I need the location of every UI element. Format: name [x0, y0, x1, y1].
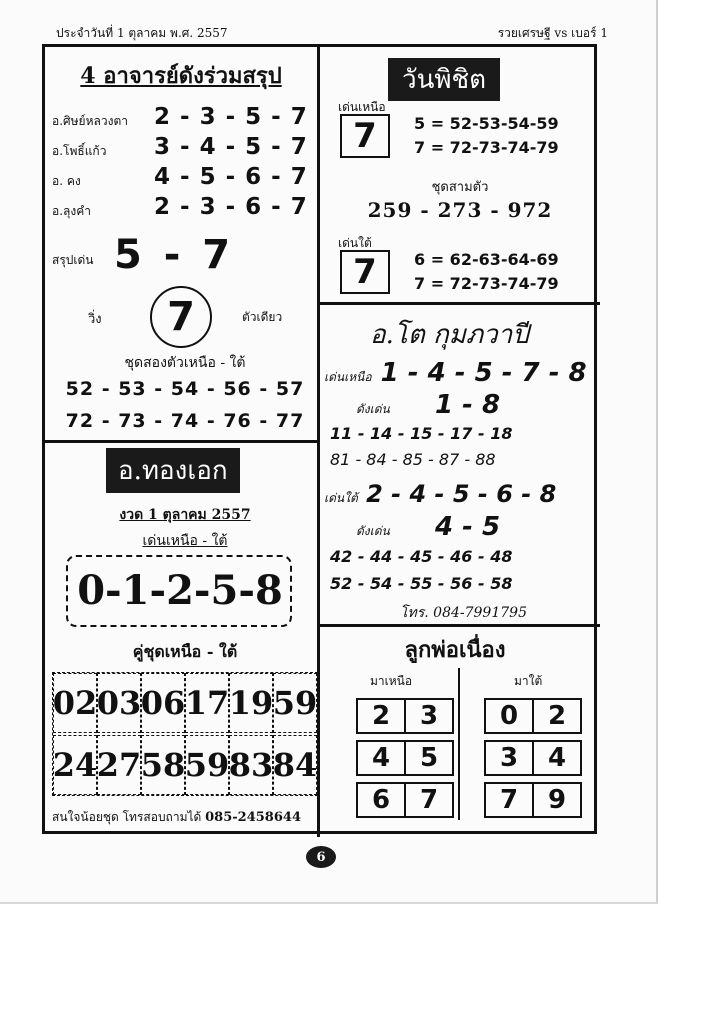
north-hot-line [356, 390, 500, 420]
north-hot-numbers: 1 - 8 [435, 390, 501, 420]
master-numbers: 3 - 4 - 5 - 7 [154, 134, 308, 160]
left-divider [42, 440, 320, 443]
pair-cell: 24 [53, 735, 97, 795]
pair-grid [52, 672, 318, 796]
north-number-row: 11 - 14 - 15 - 17 - 18 [330, 424, 513, 443]
pair-cell: 02 [53, 673, 97, 733]
south-hot-numbers: 4 - 5 [435, 512, 501, 542]
south-number-row: 52 - 54 - 55 - 56 - 58 [330, 574, 513, 593]
south-digit-cell: 3 [484, 740, 534, 776]
north-digit-cell: 5 [404, 740, 454, 776]
thong-ek-badge: อ.ทองเอก [106, 448, 240, 493]
north-lead-line [324, 358, 587, 388]
south-digit-cell: 0 [484, 698, 534, 734]
right-divider-bottom [317, 624, 600, 627]
master-name: อ.โพธิ์แก้ว [52, 144, 107, 158]
draw-date: งวด 1 ตุลาคม 2557 [119, 507, 251, 523]
pair-cell: 27 [97, 735, 141, 795]
pair-cell: 59 [185, 735, 229, 795]
north-digit-cell: 7 [404, 782, 454, 818]
south-number-row: 6 = 62-63-64-69 [414, 250, 559, 269]
four-masters-title: 4 อาจารย์ดังร่วมสรุป [80, 63, 282, 89]
pair-cell: 06 [141, 673, 185, 733]
lead-sequence: 0-1-2-5-8 [77, 567, 283, 614]
master-numbers: 2 - 3 - 6 - 7 [154, 194, 308, 220]
north-hot-label: ดังเด่น [356, 402, 390, 416]
pair-cell: 17 [185, 673, 229, 733]
lead-south-label: เด่นใต้ [338, 236, 372, 250]
page-number: 6 [306, 846, 336, 868]
pair-cell: 59 [273, 673, 317, 733]
three-digit-title: ชุดสามตัว [431, 180, 489, 195]
pair-cell: 03 [97, 673, 141, 733]
north-lead-label: เด่นเหนือ [324, 370, 372, 384]
run-number-circle: 7 [150, 286, 212, 348]
master-numbers: 4 - 5 - 6 - 7 [154, 164, 308, 190]
right-divider-top [317, 302, 600, 305]
pair-cell: 58 [141, 735, 185, 795]
north-number-row: 81 - 84 - 85 - 87 - 88 [330, 450, 496, 469]
pair-cell: 83 [229, 735, 273, 795]
north-lead-numbers: 1 - 4 - 5 - 7 - 8 [380, 358, 587, 388]
lead-north-box: 7 [340, 114, 390, 158]
pair-cell: 84 [273, 735, 317, 795]
wan-phichit-badge: วันพิชิต [388, 58, 500, 101]
footer-text: สนใจน้อยชุด โทรสอบถามได้ [52, 810, 202, 824]
south-digit-cell: 7 [484, 782, 534, 818]
pair-cell: 19 [229, 673, 273, 733]
summary-numbers: 5 - 7 [114, 232, 235, 278]
south-hot-line [356, 512, 500, 542]
pairs-row: 72 - 73 - 74 - 76 - 77 [65, 410, 305, 432]
footer-note [52, 808, 318, 827]
south-digit-cell: 2 [532, 698, 582, 734]
south-number-row: 7 = 72-73-74-79 [414, 274, 559, 293]
south-lead-numbers: 2 - 4 - 5 - 6 - 8 [366, 480, 557, 508]
south-hot-label: ดังเด่น [356, 524, 390, 538]
single-label: ตัวเดียว [242, 310, 283, 324]
magazine-name: รวยเศรษฐี vs เบอร์ 1 [497, 26, 608, 40]
lead-south-box: 7 [340, 250, 390, 294]
pair-set-title: คู่ชุดเหนือ - ใต้ [132, 642, 238, 661]
pairs-title: ชุดสองตัวเหนือ - ใต้ [124, 355, 246, 371]
north-label: มาเหนือ [370, 674, 413, 688]
master-name: อ.ศิษย์หลวงตา [52, 114, 128, 128]
to-kumphawapi-title: อ.โต กุมภวาปี [370, 320, 529, 350]
summary-label: สรุปเด่น [52, 253, 94, 267]
run-label: วิ่ง [88, 312, 102, 327]
north-digit-cell: 2 [356, 698, 406, 734]
luk-pho-nueang-title: ลูกพ่อเนื่อง [404, 637, 506, 663]
north-digit-cell: 4 [356, 740, 406, 776]
footer-phone: 085-2458644 [205, 810, 301, 825]
south-label: มาใต้ [514, 674, 543, 688]
north-number-row: 5 = 52-53-54-59 [414, 114, 559, 133]
phone-number: โทร. 084-7991795 [400, 605, 527, 621]
three-digit-numbers: 259 - 273 - 972 [367, 198, 553, 222]
pairs-row: 52 - 53 - 54 - 56 - 57 [65, 378, 305, 400]
south-lead-label: เด่นใต้ [324, 491, 358, 505]
master-name: อ. คง [52, 174, 81, 188]
south-number-row: 42 - 44 - 45 - 46 - 48 [330, 547, 513, 566]
lead-north-label: เด่นเหนือ [338, 100, 386, 114]
north-digit-cell: 3 [404, 698, 454, 734]
lead-north-south-label: เด่นเหนือ - ใต้ [142, 533, 228, 549]
south-digit-cell: 4 [532, 740, 582, 776]
south-lead-line [324, 480, 556, 508]
south-digit-cell: 9 [532, 782, 582, 818]
luk-divider [458, 668, 460, 820]
master-name: อ.ลุงคำ [52, 204, 91, 218]
issue-date: ประจำวันที่ 1 ตุลาคม พ.ศ. 2557 [56, 26, 228, 40]
north-number-row: 7 = 72-73-74-79 [414, 138, 559, 157]
north-digit-cell: 6 [356, 782, 406, 818]
master-numbers: 2 - 3 - 5 - 7 [154, 104, 308, 130]
